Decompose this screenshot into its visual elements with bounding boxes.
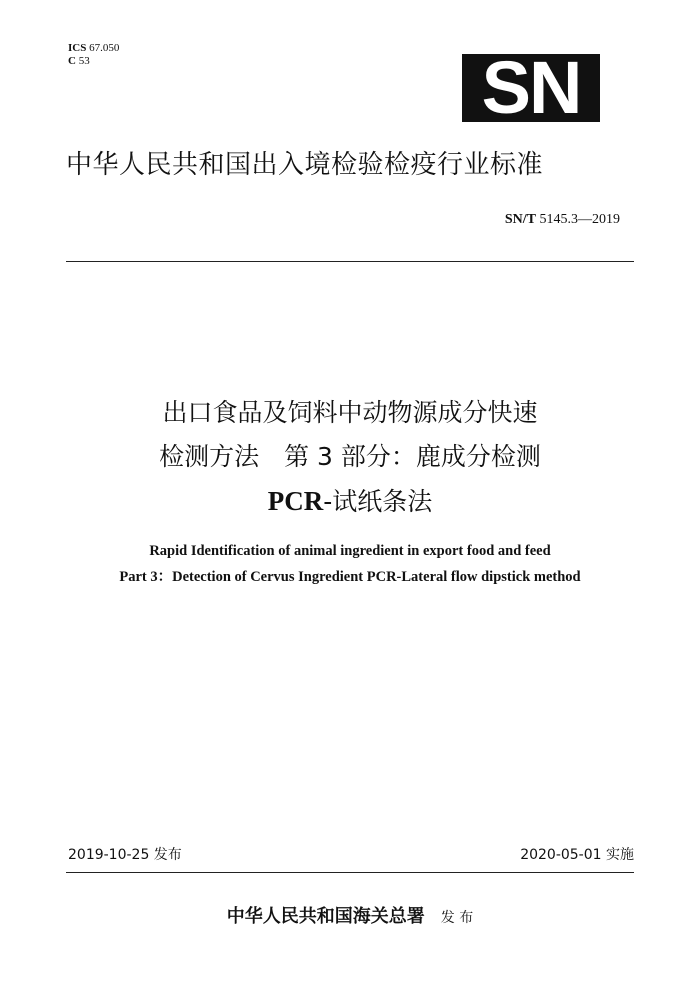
title-en-line2: Part 3：Detection of Cervus Ingredient PCR-Lateral flow dipstick method (119, 569, 581, 585)
ccs-code: 53 (78, 55, 90, 67)
issue-date: 2019-10-25 发布 (68, 847, 182, 863)
issuer (40, 902, 660, 928)
standard-code-number: 5145.3—2019 (539, 212, 620, 227)
title-zh-method: -试纸条法 (323, 487, 433, 516)
standard-code-prefix: SN/T (504, 212, 536, 227)
title-zh-line3 (40, 480, 660, 523)
ccs-label: C (68, 55, 76, 67)
title-zh-line1: 出口食品及饲料中动物源成分快速 (162, 398, 538, 427)
classification-codes (68, 42, 119, 68)
header-divider (66, 261, 634, 262)
ics-code: 67.050 (89, 42, 120, 54)
issuer-name: 中华人民共和国海关总署 (226, 906, 425, 927)
effective-date: 2020-05-01 实施 (520, 847, 634, 863)
issuer-suffix: 发 布 (440, 910, 474, 926)
footer-divider (66, 872, 634, 873)
title-zh-line2: 检测方法 第 3 部分：鹿成分检测 (159, 442, 541, 471)
ccs-line (68, 55, 119, 68)
organization-title: 中华人民共和国出入境检验检疫行业标准 (66, 150, 544, 180)
ics-label: ICS (68, 42, 87, 54)
standard-code (505, 212, 620, 228)
ics-line (68, 42, 119, 55)
sn-logo: SN (462, 54, 600, 122)
title-zh-pcr: PCR (267, 486, 324, 516)
title-en-line1: Rapid Identification of animal ingredient in export food and feed (149, 543, 551, 559)
